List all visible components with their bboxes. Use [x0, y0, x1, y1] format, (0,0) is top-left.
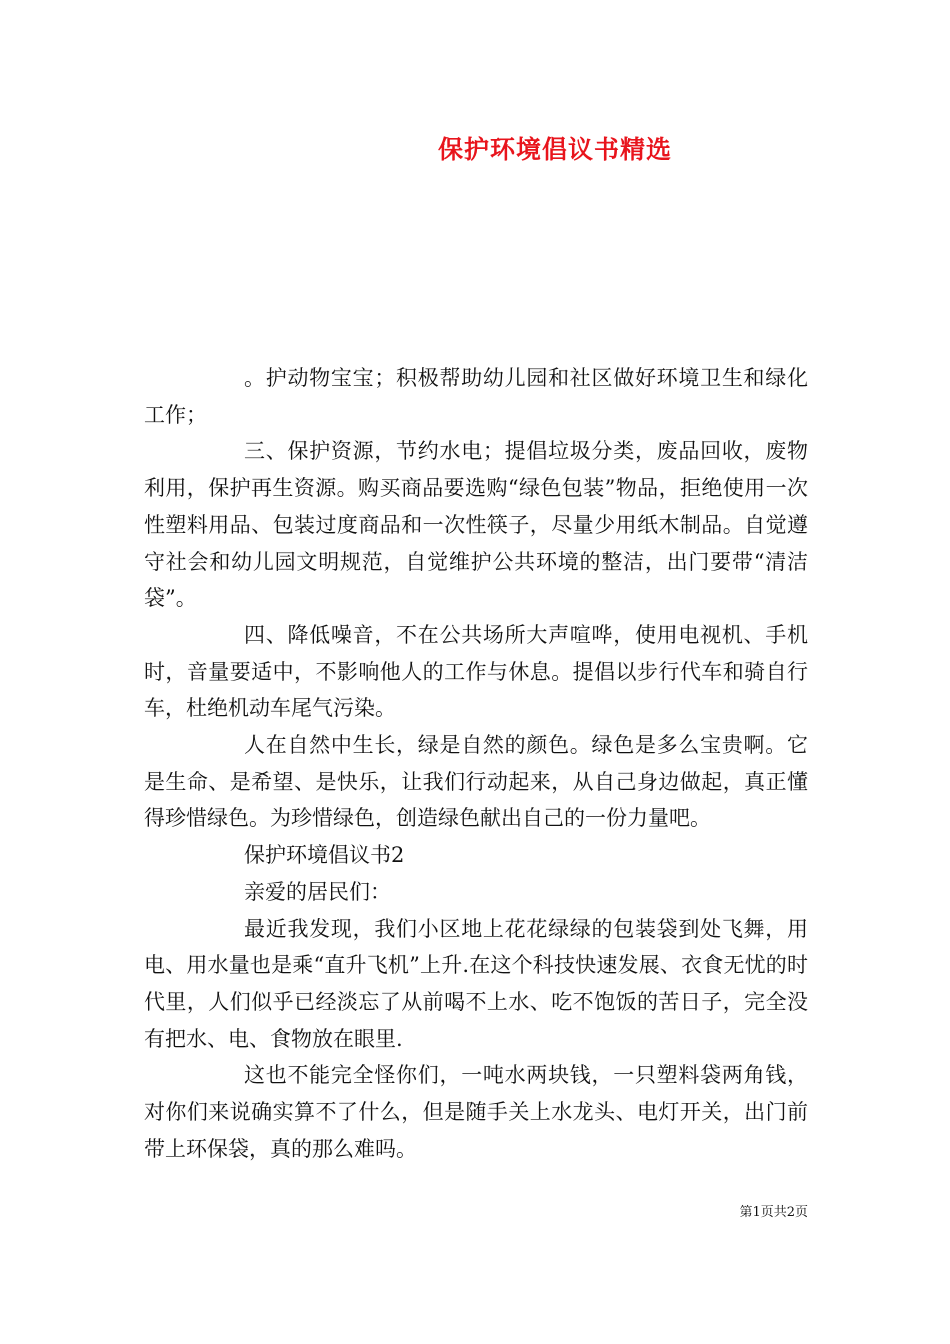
paragraph: 人在自然中生长，绿是自然的颜色。绿色是多么宝贵啊。它是生命、是希望、是快乐，让我们行动起来，从自己身边做起，真正懂得珍惜绿色。为珍惜绿色，创造绿色献出自己的一份力量吧。: [144, 733, 808, 831]
paragraph: 这也不能完全怪你们，一吨水两块钱，一只塑料袋两角钱，对你们来说确实算不了什么，但是随手关上水龙头、电灯开关，出门前带上环保袋，真的那么难吗。: [144, 1063, 808, 1161]
page-number-footer: 第1页共2页: [739, 1205, 808, 1220]
paragraph: 三、保护资源，节约水电；提倡垃圾分类，废品回收，废物利用，保护再生资源。购买商品要选购“绿色包装”物品，拒绝使用一次性塑料用品、包装过度商品和一次性筷子，尽量少用纸木制品。自觉遵守社会和幼儿园文明规范，自觉维护公共环境的整洁，出门要带“清洁袋”。: [144, 439, 808, 611]
paragraph: 。护动物宝宝；积极帮助幼儿园和社区做好环境卫生和绿化工作；: [144, 366, 808, 427]
document-title: 保护环境倡议书精选: [437, 135, 672, 164]
paragraph: 最近我发现，我们小区地上花花绿绿的包装袋到处飞舞，用电、用水量也是乘“直升飞机”上升.在这个科技快速发展、衣食无忧的时代里，人们似乎已经淡忘了从前喝不上水、吃不饱饭的苦日子，完全没有把水、电、食物放在眼里.: [144, 916, 808, 1051]
paragraph: 四、降低噪音，不在公共场所大声喧哗，使用电视机、手机时，音量要适中，不影响他人的工作与休息。提倡以步行代车和骑自行车，杜绝机动车尾气污染。: [144, 622, 808, 721]
salutation: 亲爱的居民们：: [244, 879, 391, 904]
section-heading: 保护环境倡议书2: [244, 843, 405, 868]
document-body: [144, 360, 808, 1167]
